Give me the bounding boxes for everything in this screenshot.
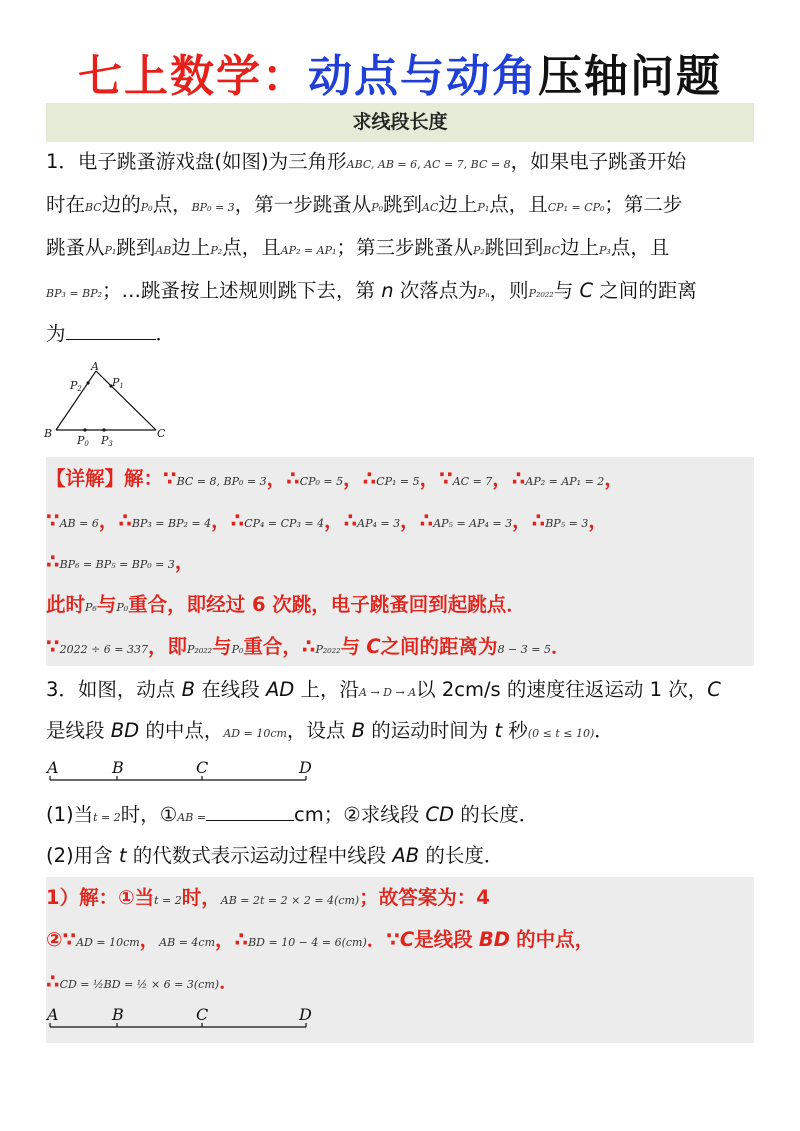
q3-sub1: (1)当t = 2时，①AB = cm；②求线段 CD 的长度． <box>46 803 539 826</box>
a1-line-3: ∴BP₆ = BP₅ = BP₀ = 3， <box>46 550 195 573</box>
answer-blank-ab <box>206 802 294 821</box>
q1-line-5: 为 ． <box>46 322 176 345</box>
answer-blank <box>66 321 156 340</box>
q3-line-2: 是线段 BD 的中点，AD = 10cm，设点 B 的运动时间为 t 秒(0 ≤ t ≤ 10)． <box>46 719 614 742</box>
label-p0: P0 <box>77 434 89 448</box>
seg2-label-d: D <box>299 1005 312 1024</box>
point-p2 <box>86 381 89 384</box>
a3-line-2: ②∵AD = 10cm，AB = 4cm，∴BD = 10 − 4 = 6(cm)．∵C是线段 BD 的中点， <box>46 928 595 951</box>
seg1-label-b: B <box>112 758 124 777</box>
seg2-label-c: C <box>196 1005 209 1024</box>
label-b: B <box>44 427 53 440</box>
point-p3 <box>102 428 105 431</box>
title-part-1: 七上数学： <box>78 51 308 102</box>
seg2-label-a: A <box>47 1005 59 1024</box>
a3-line-3: ∴CD = ½BD = ½ × 6 = 3(cm)． <box>46 970 239 993</box>
label-p3: P3 <box>101 434 113 448</box>
seg2-label-b: B <box>112 1005 124 1024</box>
q1-line-3: 跳蚤从P₁跳到AB边上P₂点，且AP₂ = AP₁；第三步跳蚤从P₂跳回到BC边上P₃点，且 <box>46 236 670 259</box>
a3-line-1: 1）解：①当t = 2时，AB = 2t = 2 × 2 = 4(cm)；故答案为：4 <box>46 886 490 909</box>
q1-line-1: 1．电子跳蚤游戏盘(如图)为三角形ABC, AB = 6, AC = 7, BC = 8，如果电子跳蚤开始 <box>46 150 687 173</box>
seg1-label-a: A <box>47 758 59 777</box>
q1-line-4: BP₃ = BP₂；…跳蚤按上述规则跳下去，第 n 次落点为Pₙ，则P₂₀₂₂与 C 之间的距离 <box>46 279 697 302</box>
segment-figure-2 <box>44 1003 324 1037</box>
a1-line-1: 【详解】解：∵BC = 8, BP₀ = 3，∴CP₀ = 5，∴CP₁ = 5，∵AC = 7，∴AP₂ = AP₁ = 2， <box>46 467 624 490</box>
q3-sub2: (2)用含 t 的代数式表示运动过程中线段 AB 的长度． <box>46 844 504 867</box>
page-title <box>0 40 800 104</box>
a1-line-5: ∵2022 ÷ 6 = 337，即P₂₀₂₂与P₀重合，∴P₂₀₂₂与 C之间的距离为8 − 3 = 5． <box>46 635 571 658</box>
title-part-3: 压轴问题 <box>538 51 722 102</box>
label-p2: P2 <box>70 379 82 393</box>
point-p0 <box>83 428 86 431</box>
q3-line-1: 3．如图，动点 B 在线段 AD 上，沿A → D → A以 2cm/s 的速度往返运动 1 次，C <box>46 678 721 701</box>
a1-line-2: ∵AB = 6，∴BP₃ = BP₂ = 4，∴CP₄ = CP₃ = 4，∴AP₄ = 3，∴AP₅ = AP₄ = 3，∴BP₅ = 3， <box>46 509 608 532</box>
label-a: A <box>91 360 99 373</box>
q1-line-2: 时在BC边的P₀点，BP₀ = 3，第一步跳蚤从P₀跳到AC边上P₁点，且CP₁ = CP₀；第二步 <box>46 193 683 216</box>
a1-line-4: 此时P₆与P₀重合，即经过 6 次跳，电子跳蚤回到起跳点． <box>46 593 526 616</box>
side-ac <box>96 371 156 430</box>
label-p1: P1 <box>112 376 124 390</box>
triangle-figure <box>40 360 180 450</box>
section-header: 求线段长度 <box>46 103 754 142</box>
title-part-2: 动点与动角 <box>308 51 538 102</box>
seg1-label-c: C <box>196 758 209 777</box>
seg1-label-d: D <box>299 758 312 777</box>
segment-figure-1 <box>44 756 324 790</box>
label-c: C <box>157 427 166 440</box>
